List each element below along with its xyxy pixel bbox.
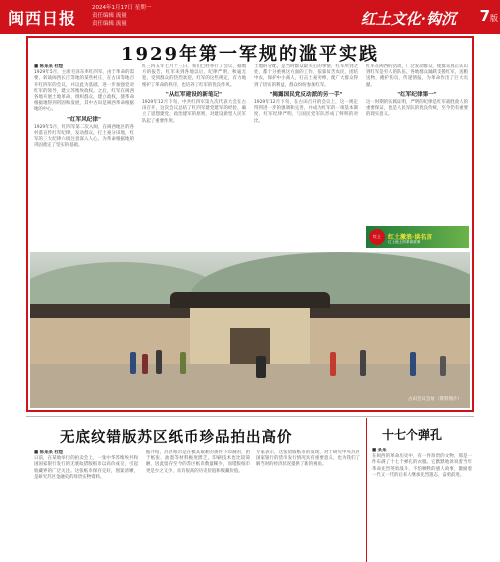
page-unit: 版 bbox=[490, 14, 498, 23]
section-divider bbox=[26, 416, 474, 417]
ad-badge: 红土 bbox=[369, 229, 385, 245]
ad-title: 红土激浪·读名言 bbox=[388, 234, 433, 241]
main-article-subhead-2: "从红军建设的新笔记" bbox=[165, 91, 223, 98]
page-number: 7 bbox=[479, 7, 490, 25]
photo-center-roof bbox=[170, 292, 330, 308]
bottom-article-text-1: 日前，在某地举行的拍卖会上，一张中华苏维埃共和国国家银行发行的无底纹错版纸币以高价成交，引起收藏界的广泛关注。这张纸币保存完好，图案清晰，是研究苏区金融史的珍贵实物资料。 bbox=[34, 456, 138, 480]
main-article-text-4: 红军在闽西的活动，广泛发动群众，使群众真正认识到红军是穷人的队伍，各地群众踊跃支援红军，送粮送物，掩护伤员，传递情报，为革命作出了巨大贡献。 bbox=[366, 64, 468, 88]
photo-visitor bbox=[142, 354, 148, 374]
main-article-column-4 bbox=[366, 64, 468, 224]
main-article-text-1: 1929年5月，主席毛泽东率红四军，由于革命的需要，转战闽西长汀等地的某些村庄，在古田等地召开红四军的会议，并以此为基础，进一步加强党对红军的领导，建立苏维埃政权。之后，红军在闽西各地开展土地革命，组织群众，建立政权，使革命根据地得到巩固和发展，其中古田是闽西革命根据地的中心。 bbox=[34, 70, 134, 113]
photo-statue bbox=[256, 356, 266, 378]
main-article-byline: ■ 陈某某 杜煜 bbox=[34, 64, 64, 69]
masthead-bar bbox=[0, 0, 500, 34]
section-title: 红土文化·钩沉 bbox=[360, 10, 456, 28]
bottom-article-column-2 bbox=[146, 450, 250, 560]
photo-visitor bbox=[330, 352, 336, 376]
newspaper-masthead: 闽西日报 bbox=[8, 9, 77, 28]
main-article-column-1 bbox=[34, 64, 134, 250]
main-article-text-2b: 1929年12月下旬，中共红四军第九次代表大会在古田召开，这次会议总结了红四军建党建军的经验，确立了思想建党、政治建军的原则，对建设新型人民军队起了重要作用。 bbox=[142, 100, 246, 124]
bottom-article-text-2: 据介绍，苏区纸币是在极其艰难的条件下印制的，由于纸张、油墨等材料极度匮乏，印刷技术也比较简陋，因此留存至今的苏区纸币数量稀少，而错版纸币更是少之又少，具有很高的历史价值和收藏价值。 bbox=[146, 450, 250, 474]
bottom-article-title: 无底纹错版苏区纸币珍品拍出高价 bbox=[60, 429, 293, 446]
main-article-text-4b: 这一时期的实践证明，严明的纪律是红军战胜敌人的重要保证，也是人民军队的优良传统，至今仍有重要的现实意义。 bbox=[366, 100, 468, 118]
advertisement-banner[interactable] bbox=[366, 226, 469, 248]
side-article-column bbox=[372, 448, 472, 560]
main-article-text-1b: 1929年5月，红四军第二次入闽，在闽西地区的各村落宣传红军纪律，发动群众，打土豪分田地，红军的三大纪律六项注意深入人心，为革命根据地的巩固奠定了坚实的基础。 bbox=[34, 124, 134, 149]
main-article-subhead-3: "揭露国民党反动派的另一手" bbox=[269, 91, 343, 98]
column-divider bbox=[366, 418, 367, 562]
main-article-text-3: 土地的分配，是当时群众最关心的事情，红军所到之处，都十分重视这方面的工作，依靠贫苦农民，团结中农，保护中小商人，打击土豪劣绅，使广大群众得到了切实的利益，群众纷纷参加红军。 bbox=[254, 64, 358, 88]
issue-editor: 责任编辑 流量 bbox=[92, 13, 127, 19]
side-article-title: 十七个弹孔 bbox=[382, 428, 443, 442]
main-article-title: 1929年第一军规的滥平实践 bbox=[120, 44, 380, 65]
main-article-text-3b: 1929年12月下旬，在古田召开的会议上，这一规定得到进一步的强调和完善，并成为红军的一项基本制度，红军纪律严明，与国民党军队形成了鲜明的对比。 bbox=[254, 100, 358, 124]
photo-visitor bbox=[130, 352, 136, 374]
photo-caption: 古田会议会址（资料图片） bbox=[408, 397, 462, 402]
issue-proof: 责任编辑 流量 bbox=[92, 21, 127, 27]
main-article-subhead-4: "红军纪律第一" bbox=[397, 91, 437, 98]
bottom-article-byline: ■ 陈某某 杜煜 bbox=[34, 450, 64, 455]
main-article-text-2: 红三四五年七月十三日，我们已经举行了会议，据地方的报告，红军来到各地以后，纪律严明，秋毫无犯，受到群众的热烈欢迎。红军的这些规定，有力地维护了革命的秩序，也培养了红军的优良作风。 bbox=[142, 64, 246, 88]
gutian-meeting-photo bbox=[30, 252, 470, 408]
issue-date: 2024年1月17日 星期一 bbox=[92, 5, 152, 11]
photo-courtyard bbox=[30, 364, 470, 408]
main-article-subhead-1: "红军风纪律" bbox=[67, 116, 101, 123]
photo-visitor bbox=[410, 352, 416, 376]
issue-info bbox=[92, 4, 151, 28]
photo-visitor bbox=[360, 350, 366, 376]
ad-subtitle: 红土地上的革命故事 bbox=[388, 240, 421, 244]
side-article-byline: ■ 某某 bbox=[372, 448, 387, 453]
bottom-article-text-3: 专家表示，这张错版纸币的发现，对于研究中央苏区国家银行的货币发行情况具有重要意义，也为我们了解当时的经济状况提供了新的视角。 bbox=[256, 450, 360, 468]
bottom-article-column-1 bbox=[34, 450, 138, 560]
photo-visitor bbox=[156, 350, 162, 374]
photo-visitor bbox=[180, 352, 186, 374]
main-article-column-2 bbox=[142, 64, 246, 250]
bottom-article-column-3 bbox=[256, 450, 360, 560]
side-article-text: 在闽西的革命历史中，有一件珍贵的文物，那是一件布满了十七个弹孔的衣服。它默默地诉说着当年革命先烈英勇战斗、不怕牺牲的感人故事，激励着一代又一代的后来人继承先烈遗志，奋勇前进。 bbox=[372, 454, 472, 478]
photo-visitor bbox=[440, 356, 446, 376]
main-article-column-3 bbox=[254, 64, 358, 250]
